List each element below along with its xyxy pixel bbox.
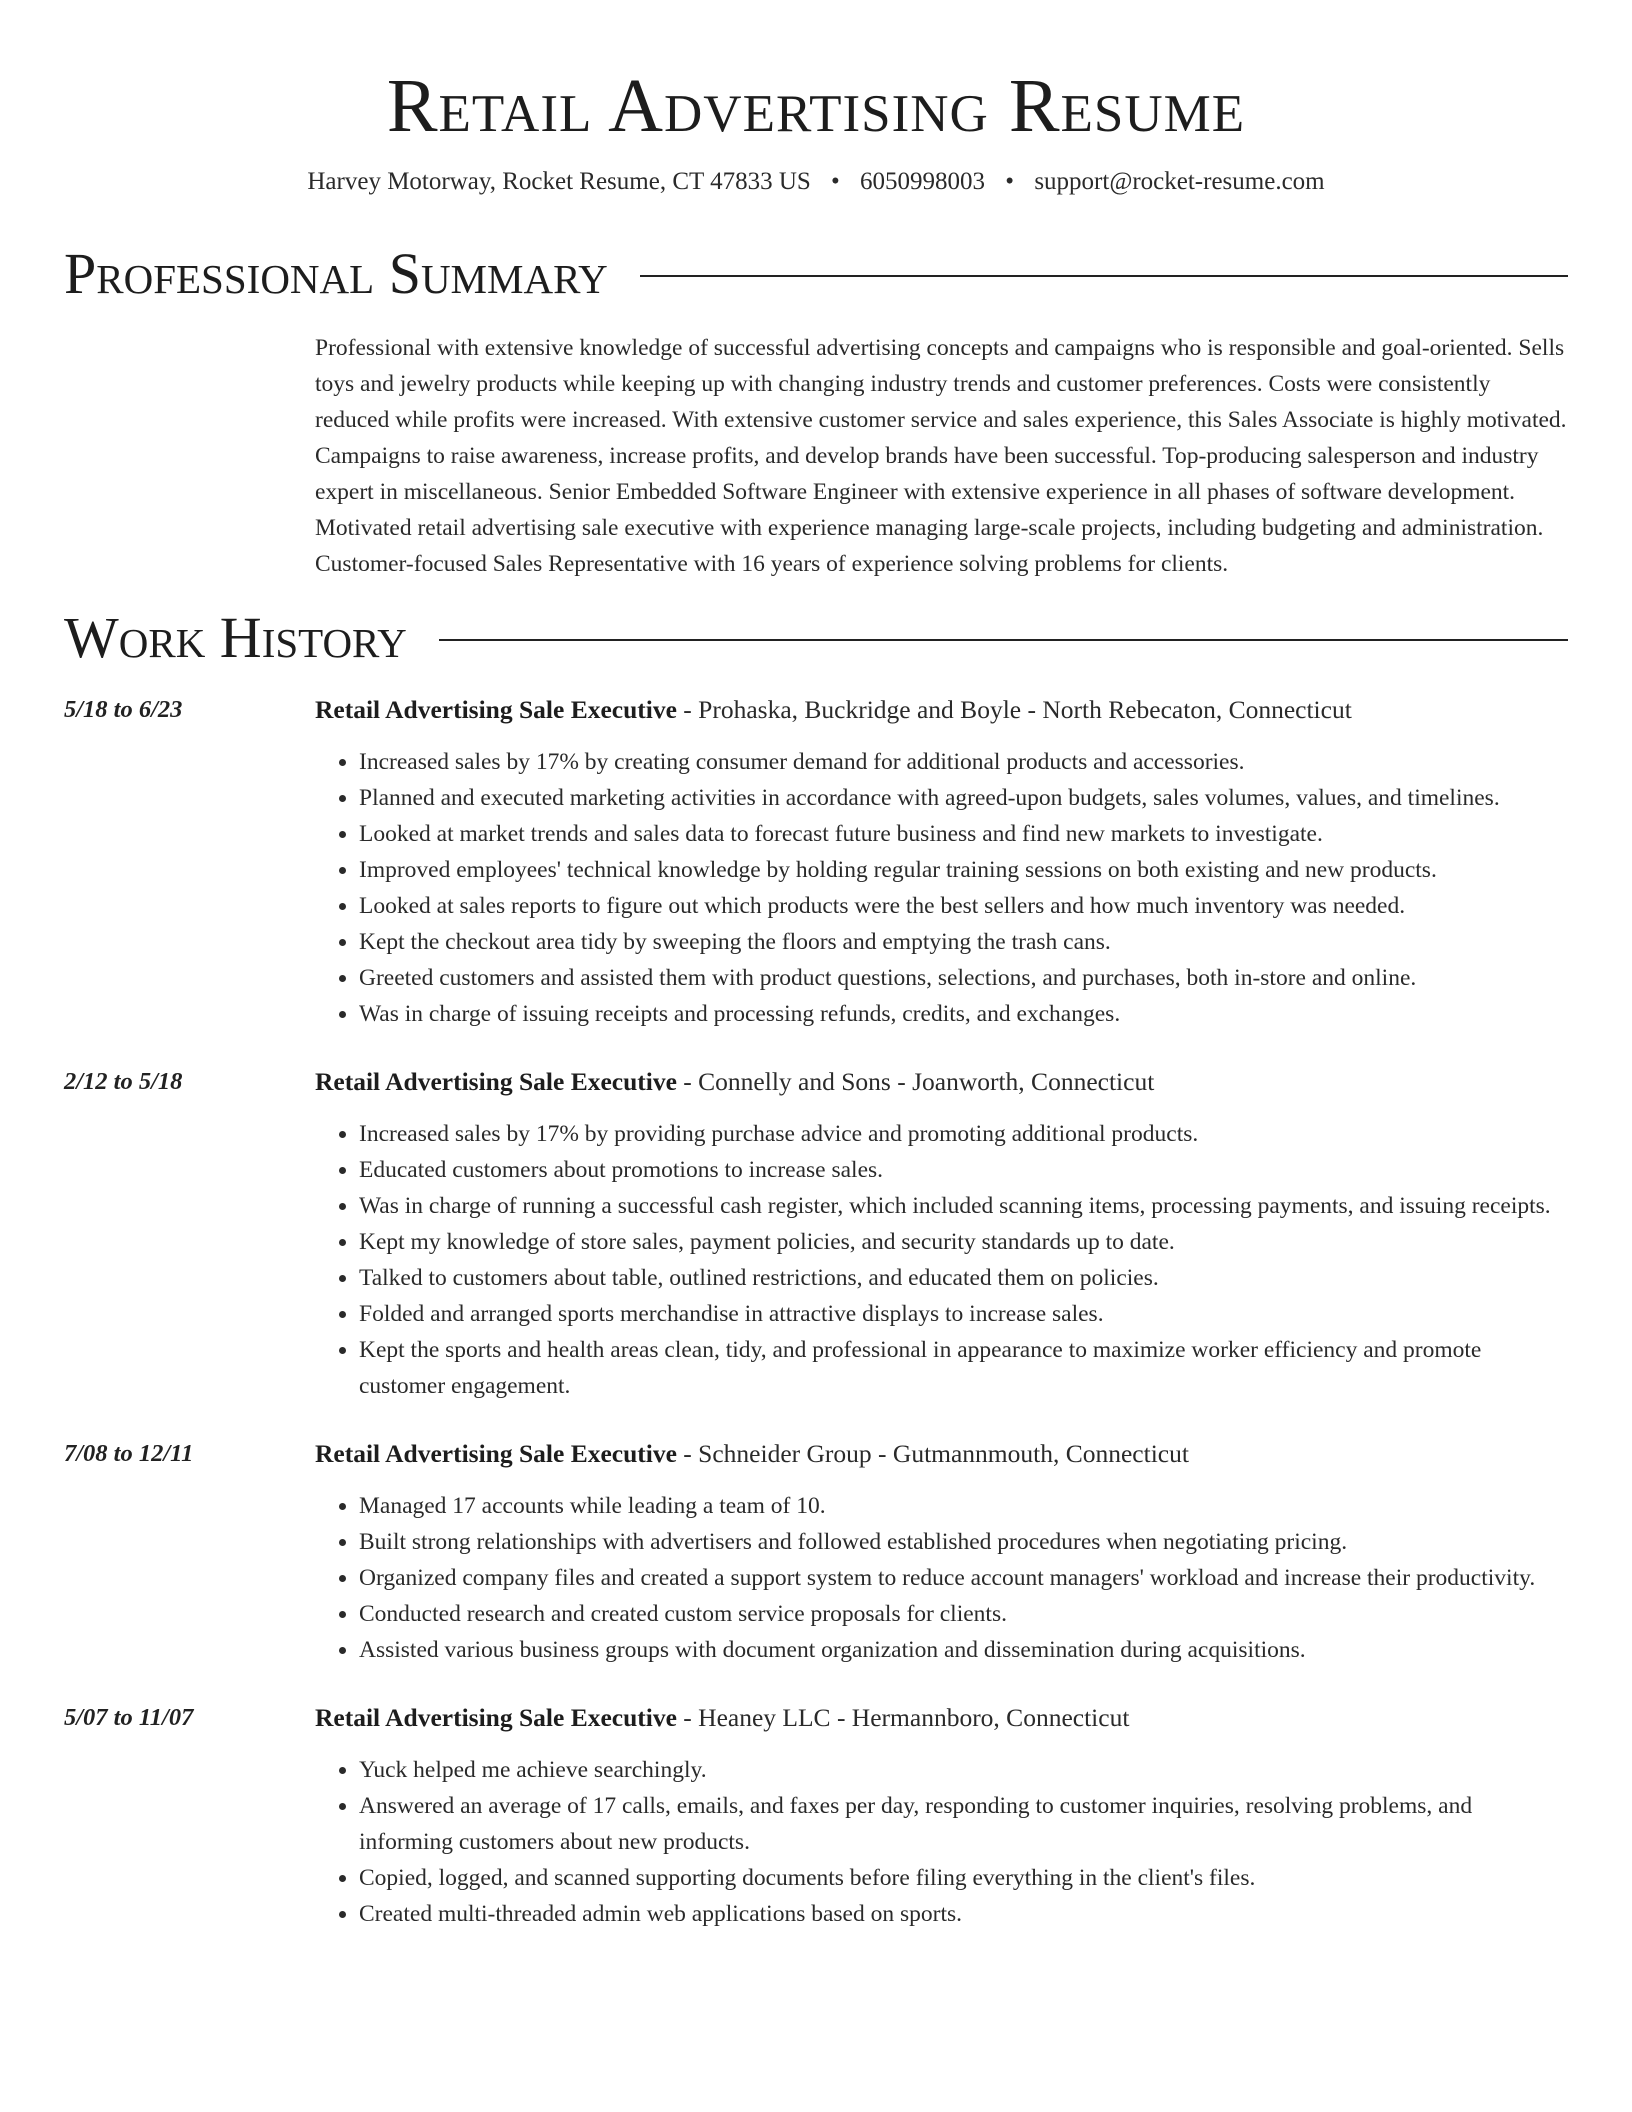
job-bullet: • Yuck helped me achieve searchingly. (359, 1752, 1568, 1788)
job-header (315, 1064, 1568, 1100)
job-bullet: • Improved employees' technical knowledge by holding regular training sessions on both existing and new products. (359, 852, 1568, 888)
job-bullet: • Looked at sales reports to figure out which products were the best sellers and how much inventory was needed. (359, 888, 1568, 924)
job-company-location: - Heaney LLC - Hermannboro, Connecticut (676, 1703, 1130, 1732)
job-bullet: • Copied, logged, and scanned supporting documents before filing everything in the client's files. (359, 1860, 1568, 1896)
job-bullet: • Greeted customers and assisted them with product questions, selections, and purchases, both in-store and online. (359, 960, 1568, 996)
job-body (315, 1064, 1568, 1404)
job-body (315, 1700, 1568, 1932)
job-bullet: • Educated customers about promotions to increase sales. (359, 1152, 1568, 1188)
job-bullet-list (315, 1752, 1568, 1932)
work-history-list (64, 692, 1568, 1932)
work-section-header (64, 606, 1568, 670)
job-dates: 5/18 to 6/23 (64, 696, 183, 723)
job-bullet: • Was in charge of issuing receipts and processing refunds, credits, and exchanges. (359, 996, 1568, 1032)
job-header (315, 1700, 1568, 1736)
job-entry (64, 692, 1568, 1032)
job-bullet: • Folded and arranged sports merchandise in attractive displays to increase sales. (359, 1296, 1568, 1332)
job-dates: 5/07 to 11/07 (64, 1704, 194, 1731)
job-header (315, 1436, 1568, 1472)
job-bullet: • Kept the checkout area tidy by sweeping the floors and emptying the trash cans. (359, 924, 1568, 960)
job-entry (64, 1700, 1568, 1932)
job-bullet: • Increased sales by 17% by creating consumer demand for additional products and accessories. (359, 744, 1568, 780)
job-dates: 2/12 to 5/18 (64, 1068, 183, 1095)
contact-phone: 6050998003 (860, 168, 986, 195)
job-bullet: • Kept the sports and health areas clean, tidy, and professional in appearance to maximize worker efficiency and promote customer engagement. (359, 1332, 1568, 1404)
job-dates: 7/08 to 12/11 (64, 1440, 194, 1467)
job-body (315, 1436, 1568, 1668)
page-title: Retail Advertising Resume (386, 64, 1246, 148)
section-divider (640, 275, 1568, 277)
job-bullet-list (315, 1116, 1568, 1404)
contact-email: support@rocket-resume.com (1034, 168, 1325, 195)
job-bullet: • Kept my knowledge of store sales, payment policies, and security standards up to date. (359, 1224, 1568, 1260)
job-title: Retail Advertising Sale Executive (315, 695, 677, 724)
job-entry (64, 1064, 1568, 1404)
job-bullet: • Assisted various business groups with document organization and dissemination during acquisitions. (359, 1632, 1568, 1668)
job-bullet: • Managed 17 accounts while leading a team of 10. (359, 1488, 1568, 1524)
contact-separator: • (1005, 168, 1015, 195)
job-body (315, 692, 1568, 1032)
job-bullet: • Was in charge of running a successful cash register, which included scanning items, processing payments, and issuing receipts. (359, 1188, 1568, 1224)
job-company-location: - Schneider Group - Gutmannmouth, Connecticut (676, 1439, 1189, 1468)
job-bullet: • Planned and executed marketing activities in accordance with agreed-upon budgets, sales volumes, values, and timelines. (359, 780, 1568, 816)
contact-separator: • (831, 168, 840, 195)
job-entry (64, 1436, 1568, 1668)
job-title: Retail Advertising Sale Executive (315, 1439, 677, 1468)
job-bullet: • Organized company files and created a support system to reduce account managers' workload and increase their productivity. (359, 1560, 1568, 1596)
job-bullet-list (315, 1488, 1568, 1668)
job-bullet: • Looked at market trends and sales data to forecast future business and find new markets to investigate. (359, 816, 1568, 852)
summary-section-header (64, 242, 1568, 306)
job-title: Retail Advertising Sale Executive (315, 1067, 677, 1096)
job-bullet: • Answered an average of 17 calls, emails, and faxes per day, responding to customer inquiries, resolving problems, and informing customers about new products. (359, 1788, 1568, 1860)
job-company-location: - Prohaska, Buckridge and Boyle - North Rebecaton, Connecticut (676, 695, 1352, 724)
contact-line (64, 154, 1568, 198)
job-bullet: • Conducted research and created custom service proposals for clients. (359, 1596, 1568, 1632)
job-company-location: - Connelly and Sons - Joanworth, Connecticut (676, 1067, 1155, 1096)
work-heading: Work History (64, 605, 407, 670)
summary-text: Professional with extensive knowledge of successful advertising concepts and campaigns who is responsible and goal-oriented. Sells toys and jewelry products while keeping up with changing industry trends and customer preferences. Costs were consistently reduced while profits were increased. With extensive customer service and sales experience, this Sales Associate is highly motivated. Campaigns to raise awareness, increase profits, and develop brands have been successful. Top-producing salesperson and industry expert in miscellaneous. Senior Embedded Software Engineer with extensive experience in all phases of software development. Motivated retail advertising sale executive with experience managing large-scale projects, including budgeting and administration. Customer-focused Sales Representative with 16 years of experience solving problems for clients. (315, 335, 1567, 577)
job-bullet: • Talked to customers about table, outlined restrictions, and educated them on policies. (359, 1260, 1568, 1296)
job-bullet-list (315, 744, 1568, 1032)
job-bullet: • Built strong relationships with advertisers and followed established procedures when negotiating pricing. (359, 1524, 1568, 1560)
job-bullet: • Increased sales by 17% by providing purchase advice and promoting additional products. (359, 1116, 1568, 1152)
contact-address: Harvey Motorway, Rocket Resume, CT 47833 US (307, 168, 811, 195)
section-divider (439, 639, 1568, 641)
job-title: Retail Advertising Sale Executive (315, 1703, 677, 1732)
job-bullet: • Created multi-threaded admin web applications based on sports. (359, 1896, 1568, 1932)
job-header (315, 692, 1568, 728)
summary-heading: Professional Summary (64, 241, 608, 306)
